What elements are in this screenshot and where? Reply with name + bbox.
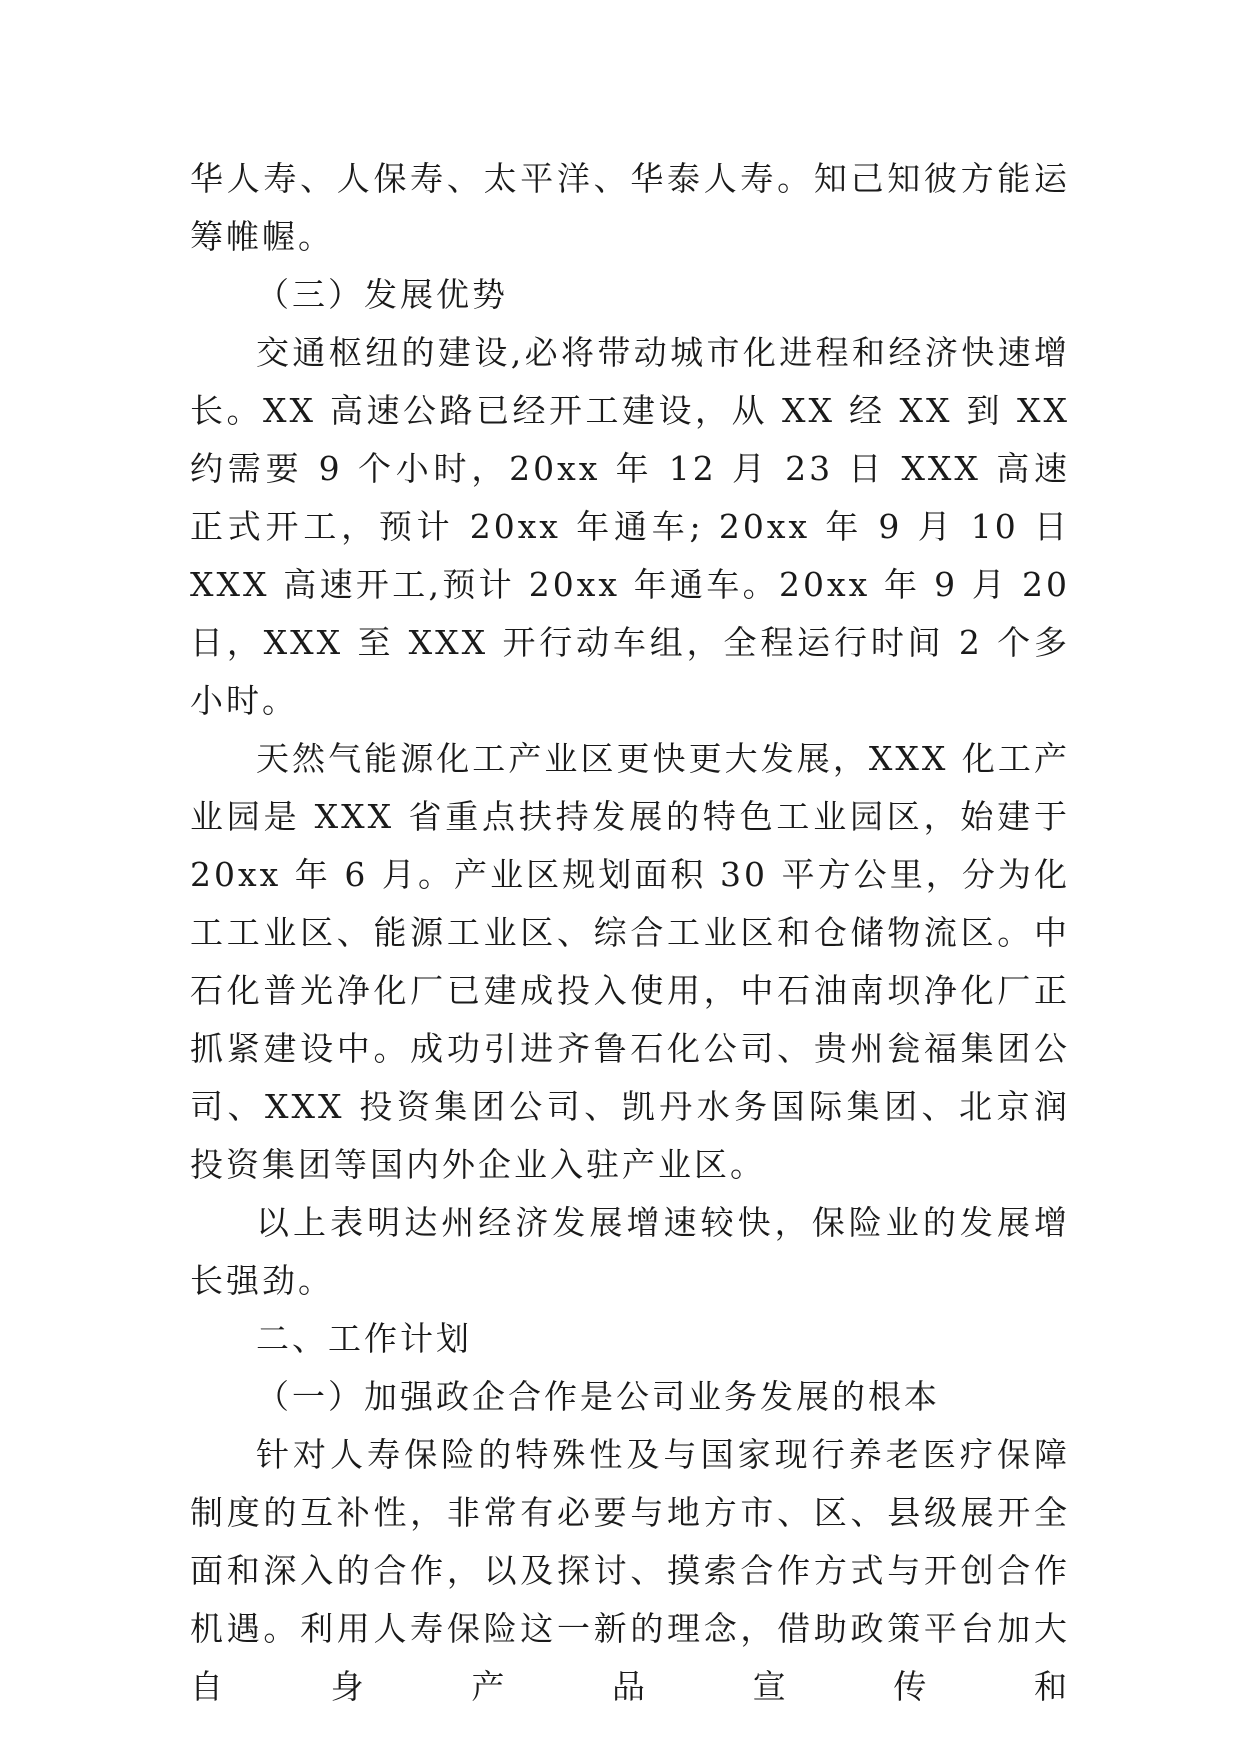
section-heading-work-plan: 二、工作计划 <box>256 1319 472 1358</box>
section-heading-advantages: （三）发展优势 <box>256 275 508 314</box>
paragraph-cooperation: 针对人寿保险的特殊性及与国家现行养老医疗保障制度的互补性，非常有必要与地方市、区、县级展开全面和深入的合作，以及探讨、摸索合作方式与开创合作机遇。利用人寿保险这一新的理念，借助政策平台加大自身产品宣传和 <box>190 1435 1070 1706</box>
paragraph-summary: 以上表明达州经济发展增速较快，保险业的发展增长强劲。 <box>190 1203 1070 1300</box>
subsection-heading-cooperation: （一）加强政企合作是公司业务发展的根本 <box>256 1377 940 1416</box>
paragraph-transport-hub: 交通枢纽的建设,必将带动城市化进程和经济快速增长。XX 高速公路已经开工建设，从 XX 经 XX 到 XX 约需要 9 个小时，20xx 年 12 月 23 日 XXX 高速正式开工，预计 20xx 年通车; 20xx 年 9 月 10 日 XXX 高速开工,预计 20xx 年通车。20xx 年 9 月 20 日，XXX 至 XXX 开行动车组，全程运行时间 2 个多小时。 <box>190 333 1070 720</box>
paragraph-competitors: 华人寿、人保寿、太平洋、华泰人寿。知己知彼方能运筹帷幄。 <box>190 159 1070 256</box>
paragraph-chemical-industry: 天然气能源化工产业区更快更大发展，XXX 化工产业园是 XXX 省重点扶持发展的特色工业园区，始建于 20xx 年 6 月。产业区规划面积 30 平方公里，分为化工工业区、能源工业区、综合工业区和仓储物流区。中石化普光净化厂已建成投入使用，中石油南坝净化厂正抓紧建设中。成功引进齐鲁石化公司、贵州瓮福集团公司、XXX 投资集团公司、凯丹水务国际集团、北京润投资集团等国内外企业入驻产业区。 <box>190 739 1070 1184</box>
document-body <box>190 150 1070 1716</box>
